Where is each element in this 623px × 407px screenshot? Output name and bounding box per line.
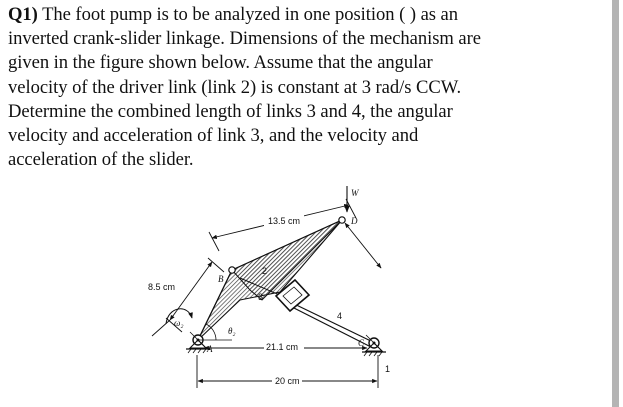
theta-2-label: θ₂ bbox=[228, 326, 236, 336]
dimension-label-20: 20 cm bbox=[275, 376, 300, 386]
dimension-dc bbox=[345, 223, 381, 268]
problem-line-4: velocity of the driver link (link 2) is constant at 3 rad/s CCW. bbox=[8, 76, 462, 98]
problem-line-3: given in the figure shown below. Assume that the angular bbox=[8, 52, 433, 74]
problem-line-6: velocity and acceleration of link 3, and the velocity and bbox=[8, 125, 419, 147]
dimension-label-8-5: 8.5 cm bbox=[148, 282, 176, 292]
right-border-bar bbox=[612, 0, 619, 407]
dimension-label-13-5: 13.5 cm bbox=[268, 216, 301, 226]
point-d-label: D bbox=[351, 216, 358, 226]
problem-line-1-text: The foot pump is to be analyzed in one position ( ) as an bbox=[42, 4, 459, 25]
link-1-label: 1 bbox=[385, 364, 391, 374]
point-b-label: B bbox=[218, 274, 224, 284]
link-2-label: 2 bbox=[262, 266, 268, 276]
question-number: Q1) bbox=[8, 4, 38, 25]
problem-line-5: Determine the combined length of links 3 and 4, the angular bbox=[8, 100, 453, 122]
dimension-21-1 bbox=[204, 341, 367, 353]
dimension-label-21-1: 21.1 cm bbox=[266, 342, 299, 352]
problem-line-7: acceleration of the slider. bbox=[8, 149, 194, 171]
pin-b bbox=[229, 267, 235, 273]
problem-line-2: inverted crank-slider linkage. Dimensions of the mechanism are bbox=[8, 28, 481, 50]
point-c-label: C bbox=[358, 338, 365, 348]
dimension-20 bbox=[197, 355, 378, 388]
pin-d bbox=[339, 217, 345, 223]
omega-2-label: ω₂ bbox=[174, 318, 184, 328]
link-4-label: 4 bbox=[337, 311, 343, 321]
load-label: W bbox=[351, 188, 359, 198]
link-3-label: 3 bbox=[258, 292, 264, 302]
point-a-label: A bbox=[207, 344, 213, 354]
omega-2-indicator bbox=[152, 309, 192, 336]
load-arrow bbox=[347, 186, 360, 212]
